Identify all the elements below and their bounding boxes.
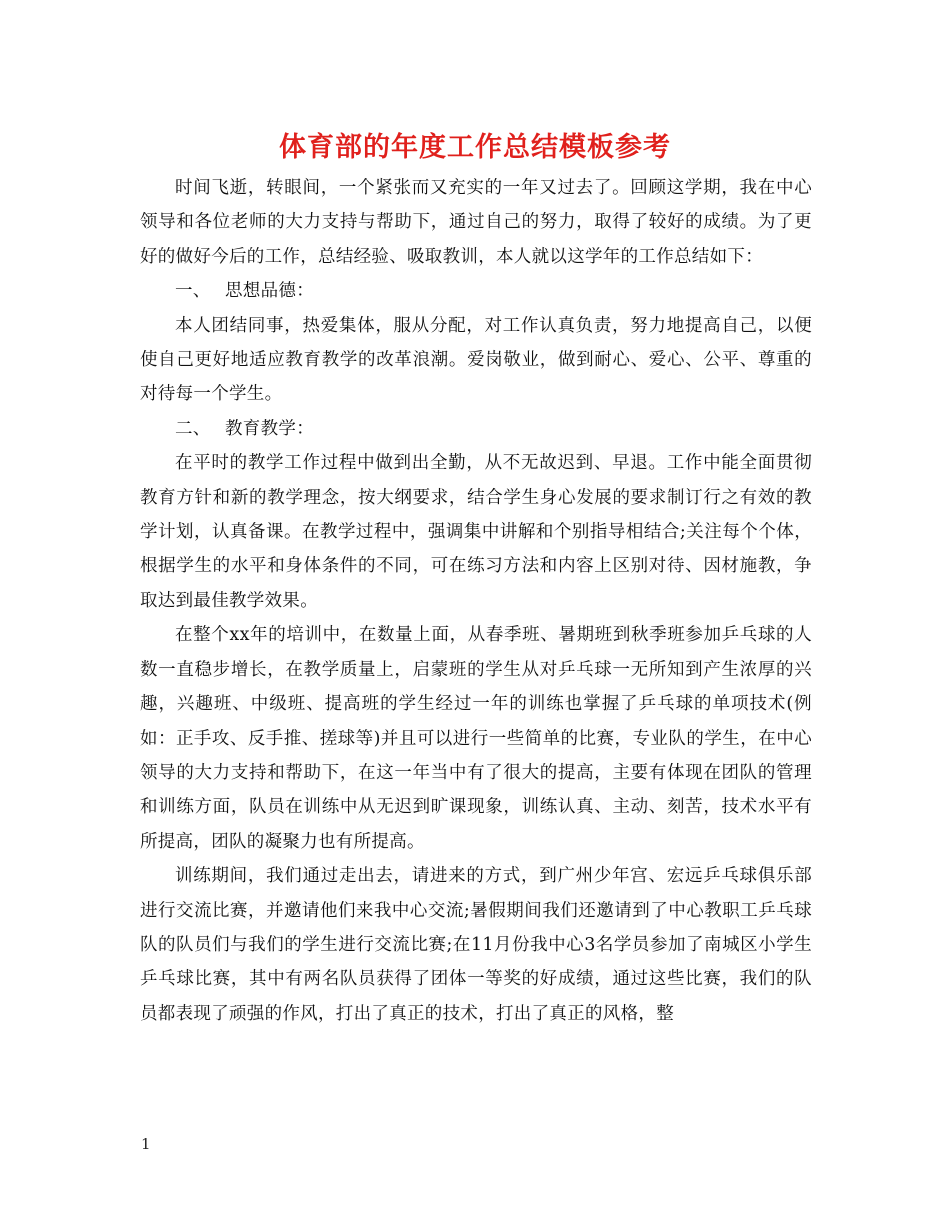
section-number: 二、 [175, 418, 211, 439]
section-heading-ideology [140, 274, 812, 308]
intro-paragraph: 时间飞逝，转眼间，一个紧张而又充实的一年又过去了。回顾这学期，我在中心领导和各位老师的大力支持与帮助下，通过自己的努力，取得了较好的成绩。为了更好的做好今后的工作，总结经验、吸取教训，本人就以这学年的工作总结如下： [140, 178, 812, 267]
ideology-paragraph: 本人团结同事，热爱集体，服从分配，对工作认真负责，努力地提高自己，以便使自己更好地适应教育教学的改革浪潮。爱岗敬业，做到耐心、爱心、公平、尊重的对待每一个学生。 [140, 315, 812, 405]
page-number: 1 [141, 1135, 151, 1153]
page-title: 体育部的年度工作总结模板参考 [279, 132, 671, 163]
competition-paragraph: 训练期间，我们通过走出去，请进来的方式，到广州少年宫、宏远乒乓球俱乐部进行交流比赛，并邀请他们来我中心交流;暑假期间我们还邀请到了中心教职工乒乓球队的队员们与我们的学生进行交流比赛;在11月份我中心3名学员参加了南城区小学生乒乓球比赛，其中有两名队员获得了团体一等奖的好成绩，通过这些比赛，我们的队员都表现了顽强的作风，打出了真正的技术，打出了真正的风格，整 [140, 866, 812, 1024]
teaching-paragraph: 在平时的教学工作过程中做到出全勤，从不无故迟到、早退。工作中能全面贯彻教育方针和新的教学理念，按大纲要求，结合学生身心发展的要求制订行之有效的教学计划，认真备课。在教学过程中，强调集中讲解和个别指导相结合;关注每个个体，根据学生的水平和身体条件的不同，可在练习方法和内容上区别对待、因材施教，争取达到最佳教学效果。 [140, 453, 812, 611]
document-body [140, 171, 812, 1031]
section-heading-text: 教育教学： [225, 418, 314, 439]
section-number: 一、 [175, 281, 211, 302]
section-heading-teaching [140, 412, 812, 446]
training-results-paragraph: 在整个xx年的培训中，在数量上面，从春季班、暑期班到秋季班参加乒乓球的人数一直稳步增长，在教学质量上，启蒙班的学生从对乒乓球一无所知到产生浓厚的兴趣，兴趣班、中级班、提高班的学生经过一年的训练也掌握了乒乓球的单项技术(例如：正手攻、反手推、搓球等)并且可以进行一些简单的比赛，专业队的学生，在中心领导的大力支持和帮助下，在这一年当中有了很大的提高，主要有体现在团队的管理和训练方面，队员在训练中从无迟到旷课现象，训练认真、主动、刻苦，技术水平有所提高，团队的凝聚力也有所提高。 [140, 625, 812, 852]
section-heading-text: 思想品德： [225, 281, 314, 302]
